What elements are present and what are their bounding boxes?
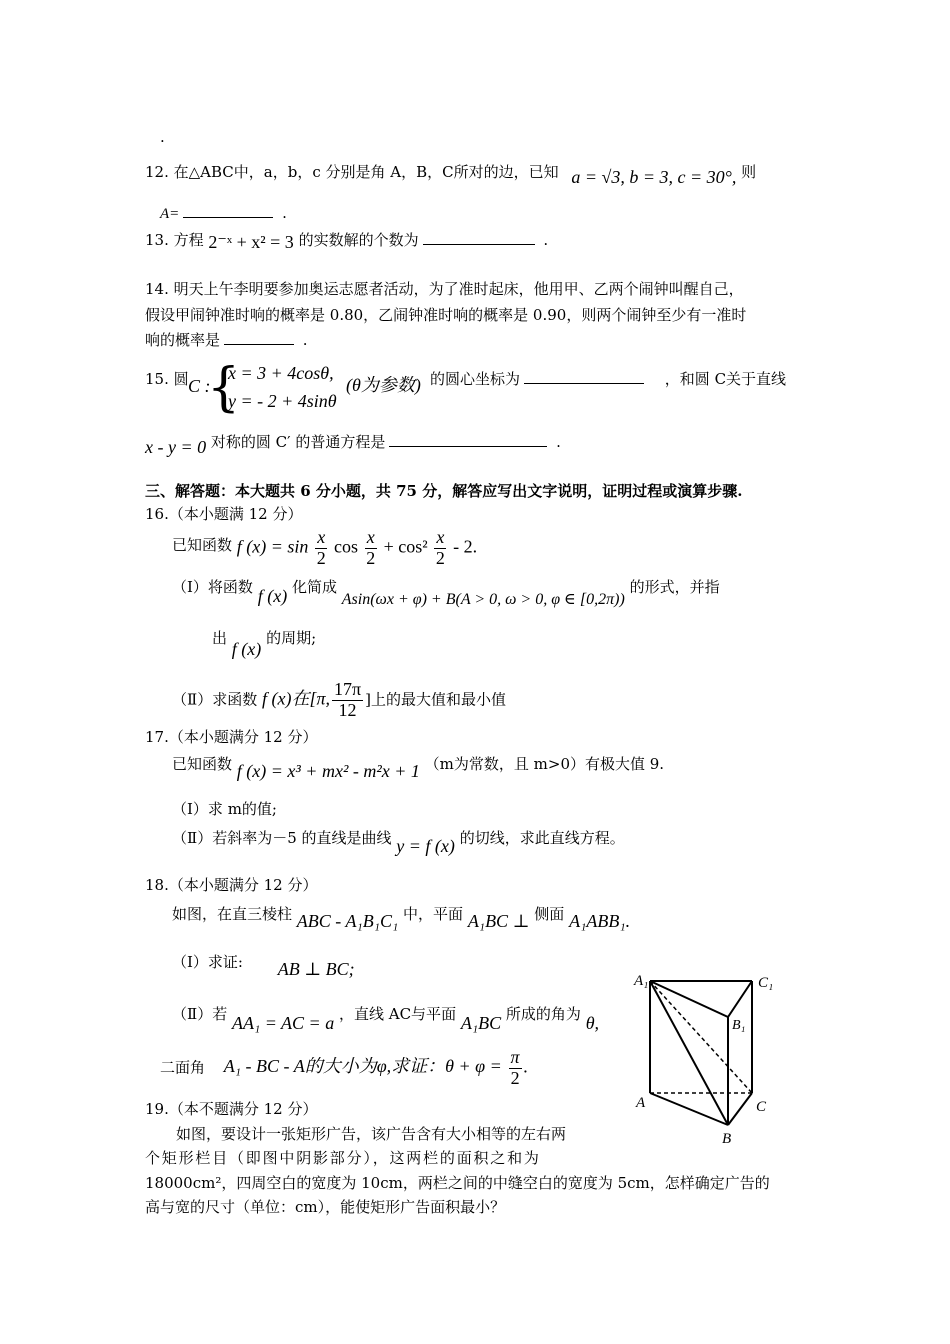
edge-c1-b1 [728, 981, 752, 1017]
q14-line2: 假设甲闹钟准时响的概率是 0.80，乙闹钟准时响的概率是 0.90，则两个闹钟至少有一准时 [145, 306, 747, 324]
q16-p2-frac [332, 680, 363, 721]
q18-line3 [160, 1048, 528, 1089]
q19-line3: 18000cm²，四周空白的宽度为 10cm，两栏之间的中缝空白的宽度为 5cm，怎样确定广告的 [145, 1174, 770, 1192]
q18-theta: θ, [585, 1013, 600, 1033]
q19-title: 19.（本不题满分 12 分） [145, 1100, 318, 1118]
q17-given-tail: （m为常数，且 m>0）有极大值 9. [424, 755, 665, 773]
q18-title: 18.（本小题满分 12 分） [145, 876, 318, 894]
q16-given-prefix: 已知函数 [172, 536, 233, 555]
q18-p2-plane: A₁BC [460, 1013, 502, 1033]
label-c: C [756, 1099, 767, 1115]
section-3-heading: 三、解答题：本大题共 6 分小题，共 75 分，解答应写出文字说明，证明过程或演算步骤. [145, 482, 743, 500]
q13-prefix: 13. 方程 [145, 231, 204, 249]
q18-part2 [172, 1002, 600, 1033]
q16-cos: cos [334, 536, 358, 557]
q16-p2-math: f (x)在[π, [261, 688, 330, 709]
q18-part1 [172, 950, 355, 979]
stray-dot: . [160, 128, 165, 146]
q18-p2-mid2: 所成的角为 [505, 1005, 581, 1023]
label-c1: C₁ [758, 975, 774, 991]
q18-plane2: A₁ABB₁. [569, 911, 631, 931]
q18-p1-math: AB ⊥ BC; [277, 959, 355, 979]
q18-l3-prefix: 二面角 [160, 1058, 206, 1077]
q15-param: (θ为参数) [346, 375, 421, 395]
q17-part2 [172, 826, 625, 856]
q15-text3: 对称的圆 C′ 的普通方程是 [210, 433, 386, 451]
edge-a1-b1 [650, 981, 728, 1017]
q16-title: 16.（本小题满 12 分） [145, 505, 303, 523]
q12-text: 12. 在△ABC中，a，b，c 分别是角 A，B，C所对的边，已知 [145, 163, 559, 181]
label-b1: B₁ [732, 1018, 746, 1033]
edge-c-b [728, 1093, 752, 1125]
q12-math: a = √3, b = 3, c = 30°, [571, 167, 737, 187]
q16-frac2-den: 2 [366, 547, 376, 568]
q15-blank1[interactable] [524, 382, 644, 384]
q12-blank[interactable] [183, 216, 273, 218]
q15-brace: { [207, 358, 241, 418]
q19-line4: 高与宽的尺寸（单位：cm），能使矩形广告面积最小？ [145, 1198, 506, 1216]
q17-title: 17.（本小题满分 12 分） [145, 728, 318, 746]
q16-p2-tail: ]上的最大值和最小值 [365, 690, 506, 709]
q13-end: . [543, 231, 549, 249]
q12-tail: 则 [741, 163, 757, 181]
q18-pi-num: π [510, 1047, 520, 1067]
edge-a-b [650, 1093, 728, 1125]
q17-p2-math: y = f (x) [396, 836, 455, 856]
q18-p1-prefix: （Ⅰ）求证: [172, 953, 243, 971]
q16-frac1-den: 2 [316, 547, 326, 568]
q18-p2-mid: ，直线 AC与平面 [338, 1005, 457, 1023]
q14-end: . [302, 331, 308, 349]
q17-p2-prefix: （Ⅱ）若斜率为－5 的直线是曲线 [172, 829, 392, 847]
label-b: B [722, 1131, 732, 1147]
q16-frac3-den: 2 [435, 547, 445, 568]
q15-text1: 的圆心坐标为 [430, 370, 521, 388]
q15-text2: ，和圆 C关于直线 [664, 370, 787, 388]
q17-p2-tail: 的切线，求此直线方程。 [459, 829, 625, 847]
label-a: A [636, 1095, 646, 1111]
q16-p1-line2-fx: f (x) [231, 639, 262, 659]
q16-part1-line2 [212, 626, 317, 659]
q13-line [145, 228, 548, 251]
q18-l1-mid2: 侧面 [534, 905, 565, 923]
q13-blank[interactable] [423, 243, 535, 245]
q13-math: 2⁻ˣ + x² = 3 [208, 232, 294, 252]
edge-a1-b [650, 981, 728, 1125]
q16-p1-line2-tail: 的周期; [266, 629, 317, 647]
q18-p2-math: AA₁ = AC = a [231, 1013, 335, 1033]
q14-line1: 14. 明天上午李明要参加奥运志愿者活动，为了准时起床，他用甲、乙两个闹钟叫醒自己， [145, 280, 744, 298]
q15-eq2: y = - 2 + 4sinθ [228, 391, 337, 411]
q14-line3-text: 响的概率是 [145, 331, 221, 349]
q16-p1-form: Asin(ωx + φ) + B(A > 0, ω > 0, φ ∈ [0,2π)) [341, 591, 625, 608]
q16-p2-num: 17π [334, 679, 362, 699]
q15-line-eq: x - y = 0 [145, 437, 207, 457]
q15-part1 [430, 370, 786, 389]
q12-answer-prefix: A= [160, 206, 180, 222]
q16-func: f (x) = sin [236, 536, 309, 557]
q16-frac3-num: x [436, 527, 445, 547]
q18-plane1: A₁BC ⊥ [467, 911, 530, 931]
q16-p1-line2-prefix: 出 [212, 629, 228, 647]
q19-line1: 如图，要设计一张矩形广告，该广告含有大小相等的左右两 [176, 1125, 567, 1143]
q17-given-prefix: 已知函数 [172, 755, 233, 773]
q18-pi-den: 2 [510, 1067, 520, 1088]
q16-frac2 [365, 528, 377, 569]
q15-eq1: x = 3 + 4cosθ, [228, 363, 334, 383]
q15-end: . [556, 433, 561, 451]
q16-p1-mid: 化简成 [291, 578, 337, 596]
q19-line2: 个矩形栏目（即图中阴影部分），这两栏的面积之和为 [145, 1149, 541, 1167]
q16-tail: - 2. [453, 536, 478, 557]
q16-frac1-num: x [317, 527, 326, 547]
q18-pi-frac [509, 1048, 522, 1089]
q15-prefix: 15. 圆 [145, 370, 189, 388]
q15-blank2[interactable] [389, 445, 547, 447]
q16-part1 [172, 575, 720, 608]
q16-frac2-num: x [366, 527, 375, 547]
q14-blank[interactable] [224, 343, 294, 345]
q18-l1-mid: 中，平面 [403, 905, 464, 923]
q16-p1-prefix: （Ⅰ）将函数 [172, 578, 253, 596]
q16-p1-fx: f (x) [257, 586, 288, 606]
q16-part2 [172, 680, 506, 721]
q17-part1: （Ⅰ）求 m的值; [172, 800, 277, 818]
q18-end: . [523, 1056, 529, 1077]
q17-func: f (x) = x³ + mx² - m²x + 1 [236, 761, 420, 781]
q15-circle: C : [188, 376, 211, 396]
label-a1: A₁ [634, 973, 649, 989]
q18-l1-prefix: 如图，在直三棱柱 [172, 905, 293, 923]
q12-end: . [282, 204, 287, 222]
q18-prism: ABC - A₁B₁C₁ [296, 911, 399, 931]
q16-p1-tail: 的形式，并指 [629, 578, 720, 596]
q18-p2-prefix: （Ⅱ）若 [172, 1005, 228, 1023]
q16-cos2: + cos² [383, 536, 428, 557]
q18-line1 [172, 902, 631, 931]
q16-frac1 [315, 528, 327, 569]
q12-line [145, 160, 757, 187]
q17-given [172, 752, 665, 781]
q16-p2-prefix: （Ⅱ）求函数 [172, 690, 258, 709]
prism-figure [630, 965, 780, 1150]
q16-p2-den: 12 [338, 699, 357, 720]
q15-line2 [145, 430, 561, 457]
q16-given [172, 528, 477, 569]
q14-line3 [145, 331, 308, 350]
q12-answer-line [160, 204, 287, 224]
q13-text: 的实数解的个数为 [298, 231, 419, 249]
q18-l3-math: A₁ - BC - A的大小为φ,求证：θ + φ = [223, 1056, 502, 1077]
q16-frac3 [434, 528, 446, 569]
